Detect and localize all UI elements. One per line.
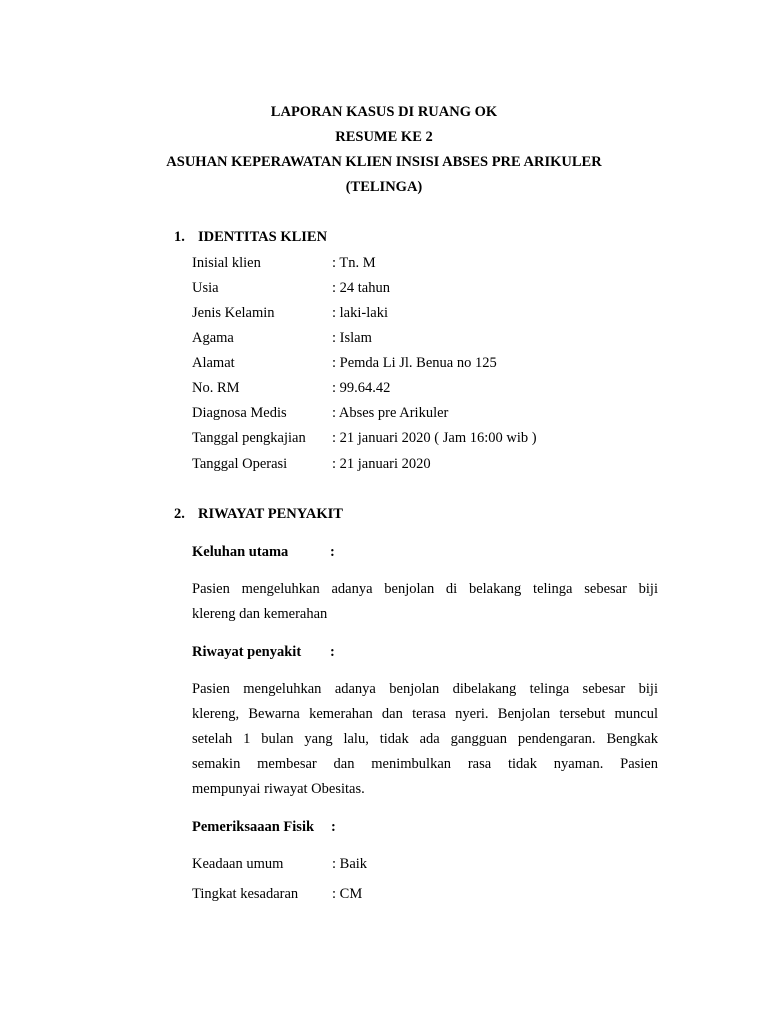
riwayat-paragraph xyxy=(192,677,658,802)
identity-label: Diagnosa Medis xyxy=(192,405,287,421)
paragraph-line: semakin membesar dan menimbulkan rasa tidak nyaman. Pasien xyxy=(192,756,658,772)
identity-label: Tanggal Operasi xyxy=(192,456,288,472)
exam-value: : CM xyxy=(332,886,363,902)
riwayat-colon: : xyxy=(330,644,335,660)
identity-value: : 21 januari 2020 xyxy=(332,456,431,472)
identity-value: : laki-laki xyxy=(332,305,388,321)
paragraph-line: Pasien mengeluhkan adanya benjolan dibelakang telinga sebesar biji xyxy=(192,681,658,697)
identity-label: Inisial klien xyxy=(192,255,261,271)
paragraph-line: Pasien mengeluhkan adanya benjolan di belakang telinga sebesar biji xyxy=(192,581,658,597)
paragraph-line: setelah 1 bulan yang lalu, tidak ada gangguan pendengaran. Bengkak xyxy=(192,731,658,747)
exam-label: Tingkat kesadaran xyxy=(192,886,299,902)
section-2-number: 2. xyxy=(174,506,185,522)
report-title: LAPORAN KASUS DI RUANG OK xyxy=(270,104,498,120)
identity-value: : Islam xyxy=(332,330,372,346)
report-heading: ASUHAN KEPERAWATAN KLIEN INSISI ABSES PRE ARIKULER xyxy=(166,154,602,170)
report-subtitle: RESUME KE 2 xyxy=(335,129,433,145)
identity-label: Alamat xyxy=(192,355,235,371)
paragraph-line: mempunyai riwayat Obesitas. xyxy=(192,781,365,797)
section-1-number: 1. xyxy=(174,229,185,245)
identity-label: No. RM xyxy=(192,380,240,396)
keluhan-label: Keluhan utama xyxy=(192,544,289,560)
section-1-heading: IDENTITAS KLIEN xyxy=(198,229,328,245)
riwayat-label: Riwayat penyakit xyxy=(192,644,302,660)
identity-value: : Tn. M xyxy=(332,255,376,271)
exam-label: Keadaan umum xyxy=(192,856,284,872)
pemeriksaan-colon: : xyxy=(331,819,336,835)
identity-value: : Abses pre Arikuler xyxy=(332,405,449,421)
keluhan-paragraph xyxy=(192,577,658,627)
identity-label: Tanggal pengkajian xyxy=(192,430,306,446)
exam-value: : Baik xyxy=(332,856,368,872)
identity-label: Jenis Kelamin xyxy=(192,305,275,321)
report-heading-note: (TELINGA) xyxy=(345,179,423,195)
identity-value: : 99.64.42 xyxy=(332,380,391,396)
section-2-heading: RIWAYAT PENYAKIT xyxy=(198,506,343,522)
paragraph-line: klereng, Bewarna kemerahan dan terasa nyeri. Benjolan tersebut muncul xyxy=(192,706,658,722)
identity-label: Usia xyxy=(192,280,219,296)
identity-label: Agama xyxy=(192,330,234,346)
identity-value: : 21 januari 2020 ( Jam 16:00 wib ) xyxy=(332,430,537,446)
keluhan-colon: : xyxy=(330,544,335,560)
pemeriksaan-label: Pemeriksaaan Fisik xyxy=(192,819,315,835)
identity-value: : Pemda Li Jl. Benua no 125 xyxy=(332,355,497,371)
paragraph-line: klereng dan kemerahan xyxy=(192,606,328,622)
identity-value: : 24 tahun xyxy=(332,280,390,296)
